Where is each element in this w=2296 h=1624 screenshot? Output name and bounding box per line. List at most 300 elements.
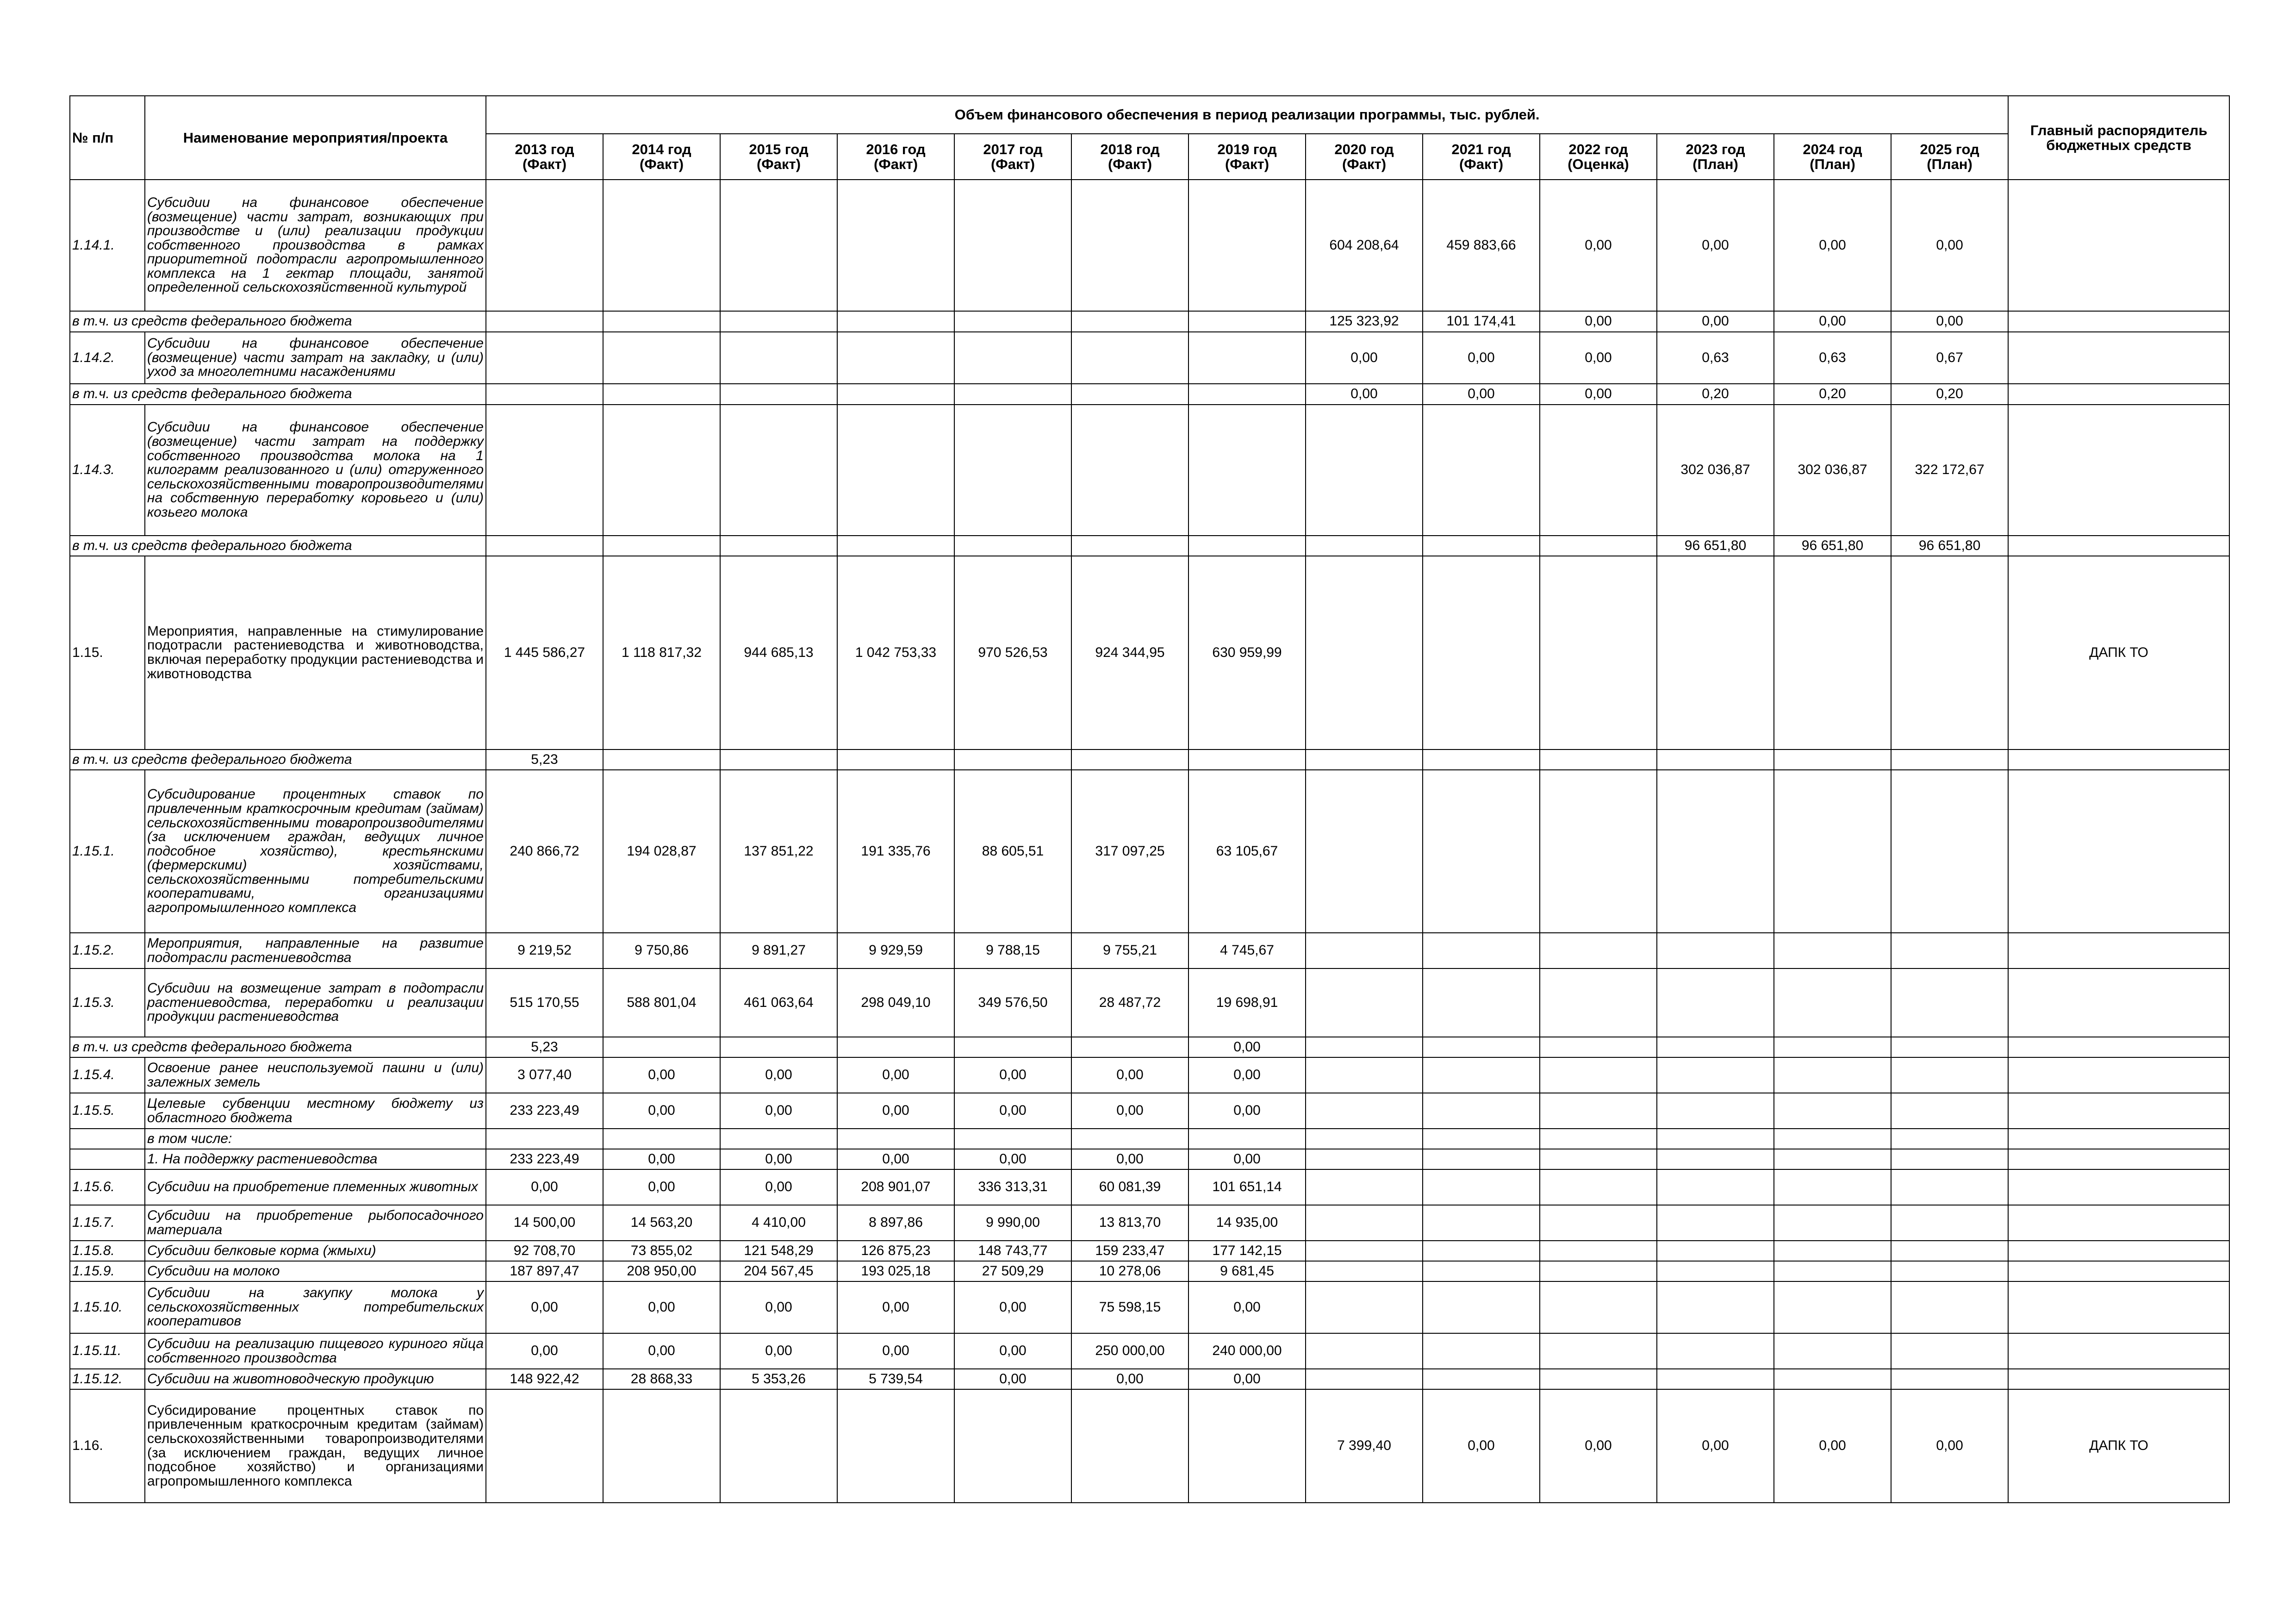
header-year-kind: (Факт) xyxy=(639,156,684,172)
value-cell xyxy=(837,536,954,556)
value-cell: 250 000,00 xyxy=(1071,1333,1188,1369)
header-manager: Главный распорядитель бюджетных средств xyxy=(2008,96,2229,180)
value-cell xyxy=(1657,1129,1774,1149)
table-row xyxy=(70,968,2229,1037)
value-cell xyxy=(1774,1057,1891,1093)
federal-budget-row xyxy=(70,1037,2229,1057)
value-cell xyxy=(954,536,1071,556)
value-cell: 0,63 xyxy=(1657,332,1774,384)
header-no: № п/п xyxy=(70,96,145,180)
value-cell: 194 028,87 xyxy=(603,770,720,933)
value-cell: 944 685,13 xyxy=(720,556,837,750)
value-cell xyxy=(1657,968,1774,1037)
value-cell: 0,00 xyxy=(720,1057,837,1093)
value-cell xyxy=(1540,1241,1657,1261)
program-financing-sheet xyxy=(69,95,2229,1503)
value-cell xyxy=(1540,1369,1657,1389)
value-cell xyxy=(1423,1169,1540,1205)
row-name: Субсидирование процентных ставок по привлеченным краткосрочным кредитам (займам) сельскохозяйственными товаропроизводителями (за исключением граждан, ведущих личное подсобное хозяйство), крестьянскими (фермерскими) хозяйствами, сельскохозяйственными потребительскими кооперативами, организациями агропромышленного комплекса xyxy=(145,770,486,933)
row-name: Мероприятия, направленные на развитие подотрасли растениеводства xyxy=(145,933,486,968)
value-cell: 14 563,20 xyxy=(603,1205,720,1241)
value-cell xyxy=(1774,556,1891,750)
table-row xyxy=(70,1389,2229,1503)
value-cell xyxy=(837,311,954,332)
value-cell: 349 576,50 xyxy=(954,968,1071,1037)
value-cell: 101 651,14 xyxy=(1188,1169,1306,1205)
value-cell: 9 755,21 xyxy=(1071,933,1188,968)
value-cell xyxy=(1891,1037,2008,1057)
value-cell xyxy=(486,384,603,405)
value-cell: 92 708,70 xyxy=(486,1241,603,1261)
value-cell: 0,00 xyxy=(1657,311,1774,332)
value-cell xyxy=(1423,770,1540,933)
value-cell: 13 813,70 xyxy=(1071,1205,1188,1241)
row-manager xyxy=(2008,405,2229,536)
value-cell: 336 313,31 xyxy=(954,1169,1071,1205)
header-year xyxy=(1306,134,1423,180)
federal-budget-label: в т.ч. из средств федерального бюджета xyxy=(70,384,145,405)
header-year-kind: (Факт) xyxy=(1225,156,1269,172)
table-row xyxy=(70,1149,2229,1169)
value-cell xyxy=(1306,1261,1423,1281)
value-cell xyxy=(1774,1037,1891,1057)
value-cell: 0,00 xyxy=(837,1333,954,1369)
value-cell xyxy=(1891,1369,2008,1389)
value-cell xyxy=(720,536,837,556)
value-cell xyxy=(837,1037,954,1057)
value-cell: 233 223,49 xyxy=(486,1093,603,1129)
value-cell xyxy=(1540,750,1657,770)
row-manager xyxy=(2008,1129,2229,1149)
value-cell xyxy=(603,332,720,384)
row-manager xyxy=(2008,332,2229,384)
value-cell xyxy=(1657,1241,1774,1261)
value-cell xyxy=(1657,1261,1774,1281)
value-cell xyxy=(1423,1129,1540,1149)
value-cell xyxy=(837,405,954,536)
header-year-label: 2017 год xyxy=(983,141,1043,157)
value-cell xyxy=(1657,1369,1774,1389)
value-cell xyxy=(1657,1149,1774,1169)
value-cell xyxy=(1071,180,1188,311)
value-cell xyxy=(1306,1093,1423,1129)
row-code: 1.15. xyxy=(70,556,145,750)
value-cell xyxy=(1071,1389,1188,1503)
row-code: 1.14.3. xyxy=(70,405,145,536)
value-cell xyxy=(1306,1281,1423,1333)
value-cell: 0,63 xyxy=(1774,332,1891,384)
value-cell xyxy=(954,405,1071,536)
value-cell xyxy=(1774,1241,1891,1261)
value-cell: 0,00 xyxy=(1423,332,1540,384)
value-cell: 125 323,92 xyxy=(1306,311,1423,332)
value-cell: 0,00 xyxy=(1423,384,1540,405)
value-cell xyxy=(1071,332,1188,384)
value-cell xyxy=(486,1389,603,1503)
row-name: Субсидии белковые корма (жмыхи) xyxy=(145,1241,486,1261)
value-cell xyxy=(837,384,954,405)
value-cell xyxy=(1891,1333,2008,1369)
value-cell xyxy=(1540,968,1657,1037)
row-manager xyxy=(2008,1333,2229,1369)
row-manager xyxy=(2008,536,2229,556)
value-cell xyxy=(1774,750,1891,770)
value-cell: 5 739,54 xyxy=(837,1369,954,1389)
value-cell xyxy=(1540,1281,1657,1333)
value-cell: 322 172,67 xyxy=(1891,405,2008,536)
header-year-kind: (План) xyxy=(1927,156,1972,172)
value-cell: 630 959,99 xyxy=(1188,556,1306,750)
value-cell: 0,00 xyxy=(837,1281,954,1333)
row-name: 1. На поддержку растениеводства xyxy=(145,1149,486,1169)
header-year xyxy=(1774,134,1891,180)
header-year-label: 2025 год xyxy=(1920,141,1979,157)
value-cell xyxy=(1891,1205,2008,1241)
value-cell xyxy=(1891,1241,2008,1261)
value-cell: 0,00 xyxy=(1071,1369,1188,1389)
row-manager xyxy=(2008,1169,2229,1205)
header-year xyxy=(1423,134,1540,180)
value-cell xyxy=(1891,1261,2008,1281)
value-cell: 28 868,33 xyxy=(603,1369,720,1389)
value-cell: 0,00 xyxy=(1540,384,1657,405)
row-code: 1.14.1. xyxy=(70,180,145,311)
value-cell: 0,00 xyxy=(1071,1093,1188,1129)
value-cell: 7 399,40 xyxy=(1306,1389,1423,1503)
header-year-kind: (Факт) xyxy=(873,156,918,172)
value-cell: 19 698,91 xyxy=(1188,968,1306,1037)
table-row xyxy=(70,1261,2229,1281)
value-cell xyxy=(1423,1261,1540,1281)
value-cell xyxy=(1657,933,1774,968)
value-cell xyxy=(1540,1057,1657,1093)
value-cell xyxy=(1423,968,1540,1037)
value-cell: 0,00 xyxy=(1540,311,1657,332)
value-cell xyxy=(720,1037,837,1057)
row-manager xyxy=(2008,1205,2229,1241)
value-cell: 3 077,40 xyxy=(486,1057,603,1093)
value-cell: 0,00 xyxy=(1188,1369,1306,1389)
table-header xyxy=(70,96,2229,180)
value-cell xyxy=(1540,536,1657,556)
row-manager xyxy=(2008,1057,2229,1093)
value-cell xyxy=(1774,1281,1891,1333)
row-code: 1.15.9. xyxy=(70,1261,145,1281)
row-code: 1.15.3. xyxy=(70,968,145,1037)
row-code: 1.15.2. xyxy=(70,933,145,968)
value-cell: 240 000,00 xyxy=(1188,1333,1306,1369)
value-cell xyxy=(1891,1281,2008,1333)
value-cell: 60 081,39 xyxy=(1071,1169,1188,1205)
value-cell: 240 866,72 xyxy=(486,770,603,933)
value-cell xyxy=(1774,1261,1891,1281)
header-year-kind: (Оценка) xyxy=(1568,156,1629,172)
row-manager xyxy=(2008,384,2229,405)
value-cell: 0,00 xyxy=(486,1169,603,1205)
row-code: 1.15.6. xyxy=(70,1169,145,1205)
header-year xyxy=(603,134,720,180)
row-name: Субсидии на приобретение племенных животных xyxy=(145,1169,486,1205)
federal-budget-row xyxy=(70,750,2229,770)
value-cell xyxy=(837,332,954,384)
value-cell xyxy=(1071,384,1188,405)
value-cell xyxy=(1423,405,1540,536)
value-cell xyxy=(1540,1333,1657,1369)
value-cell: 9 891,27 xyxy=(720,933,837,968)
value-cell xyxy=(1071,1037,1188,1057)
table-row xyxy=(70,1093,2229,1129)
row-name: Субсидии на молоко xyxy=(145,1261,486,1281)
value-cell: 0,00 xyxy=(1540,180,1657,311)
value-cell xyxy=(1540,405,1657,536)
value-cell xyxy=(603,180,720,311)
value-cell: 0,00 xyxy=(1071,1149,1188,1169)
value-cell xyxy=(1891,968,2008,1037)
value-cell: 148 922,42 xyxy=(486,1369,603,1389)
value-cell: 0,00 xyxy=(1540,1389,1657,1503)
value-cell xyxy=(1774,1169,1891,1205)
table-row xyxy=(70,1369,2229,1389)
value-cell xyxy=(486,405,603,536)
row-code: 1.15.12. xyxy=(70,1369,145,1389)
value-cell xyxy=(1423,1037,1540,1057)
value-cell xyxy=(1188,1129,1306,1149)
value-cell xyxy=(720,332,837,384)
value-cell xyxy=(1423,1205,1540,1241)
value-cell xyxy=(1423,1281,1540,1333)
header-year xyxy=(720,134,837,180)
value-cell: 0,00 xyxy=(1891,180,2008,311)
header-year-label: 2019 год xyxy=(1217,141,1277,157)
value-cell: 0,00 xyxy=(603,1281,720,1333)
value-cell xyxy=(1188,332,1306,384)
value-cell: 9 990,00 xyxy=(954,1205,1071,1241)
value-cell xyxy=(1774,968,1891,1037)
header-year xyxy=(1657,134,1774,180)
value-cell xyxy=(1540,1093,1657,1129)
value-cell xyxy=(1188,311,1306,332)
value-cell xyxy=(1657,1037,1774,1057)
value-cell xyxy=(837,1129,954,1149)
value-cell xyxy=(1891,1129,2008,1149)
federal-budget-row xyxy=(70,311,2229,332)
row-name: Субсидии на финансовое обеспечение (возмещение) части затрат на поддержку собственного производства молока на 1 килограмм реализованного и (или) отгруженного сельскохозяйственными товаропроизводителями на собственную переработку коровьего и (или) козьего молока xyxy=(145,405,486,536)
table-row xyxy=(70,1205,2229,1241)
value-cell: 0,00 xyxy=(1188,1149,1306,1169)
value-cell xyxy=(603,1389,720,1503)
value-cell xyxy=(1188,1389,1306,1503)
table-row xyxy=(70,1241,2229,1261)
table-row xyxy=(70,405,2229,536)
value-cell: 0,00 xyxy=(1774,311,1891,332)
header-year-kind: (Факт) xyxy=(990,156,1035,172)
value-cell: 96 651,80 xyxy=(1891,536,2008,556)
row-code: 1.15.7. xyxy=(70,1205,145,1241)
value-cell: 970 526,53 xyxy=(954,556,1071,750)
row-manager xyxy=(2008,1149,2229,1169)
row-manager xyxy=(2008,1369,2229,1389)
row-manager xyxy=(2008,1281,2229,1333)
header-year xyxy=(954,134,1071,180)
value-cell: 5,23 xyxy=(486,750,603,770)
value-cell xyxy=(1306,1037,1423,1057)
value-cell xyxy=(486,1129,603,1149)
value-cell xyxy=(720,180,837,311)
table-row xyxy=(70,332,2229,384)
row-manager: ДАПК ТО xyxy=(2008,1389,2229,1503)
value-cell xyxy=(720,384,837,405)
value-cell xyxy=(1540,933,1657,968)
value-cell xyxy=(720,1129,837,1149)
value-cell: 0,00 xyxy=(1306,384,1423,405)
value-cell: 88 605,51 xyxy=(954,770,1071,933)
value-cell xyxy=(954,1389,1071,1503)
header-year-label: 2015 год xyxy=(749,141,809,157)
value-cell xyxy=(1657,1205,1774,1241)
header-year-label: 2024 год xyxy=(1803,141,1862,157)
value-cell xyxy=(1540,1169,1657,1205)
value-cell xyxy=(1306,405,1423,536)
value-cell: 0,00 xyxy=(837,1057,954,1093)
row-name: Субсидии на возмещение затрат в подотрасли растениеводства, переработки и реализации продукции растениеводства xyxy=(145,968,486,1037)
value-cell: 137 851,22 xyxy=(720,770,837,933)
value-cell xyxy=(1306,1241,1423,1261)
value-cell xyxy=(837,1389,954,1503)
value-cell: 1 042 753,33 xyxy=(837,556,954,750)
value-cell: 1 445 586,27 xyxy=(486,556,603,750)
value-cell xyxy=(837,180,954,311)
value-cell: 924 344,95 xyxy=(1071,556,1188,750)
header-year-label: 2013 год xyxy=(515,141,574,157)
value-cell xyxy=(1540,1205,1657,1241)
value-cell xyxy=(1891,770,2008,933)
value-cell xyxy=(1774,1333,1891,1369)
value-cell xyxy=(1423,1241,1540,1261)
value-cell: 0,00 xyxy=(1891,311,2008,332)
value-cell: 0,20 xyxy=(1891,384,2008,405)
row-manager xyxy=(2008,1037,2229,1057)
value-cell xyxy=(1657,1093,1774,1129)
value-cell: 0,00 xyxy=(1071,1057,1188,1093)
value-cell: 14 500,00 xyxy=(486,1205,603,1241)
value-cell: 96 651,80 xyxy=(1774,536,1891,556)
value-cell xyxy=(1891,750,2008,770)
value-cell xyxy=(603,405,720,536)
value-cell: 0,00 xyxy=(1891,1389,2008,1503)
value-cell xyxy=(720,405,837,536)
federal-budget-label: в т.ч. из средств федерального бюджета xyxy=(70,1037,145,1057)
row-manager: ДАПК ТО xyxy=(2008,556,2229,750)
value-cell xyxy=(1423,1093,1540,1129)
value-cell: 0,00 xyxy=(1540,332,1657,384)
header-year xyxy=(1071,134,1188,180)
value-cell xyxy=(1306,556,1423,750)
value-cell: 4 410,00 xyxy=(720,1205,837,1241)
row-code: 1.14.2. xyxy=(70,332,145,384)
value-cell xyxy=(486,311,603,332)
table-row xyxy=(70,1169,2229,1205)
value-cell xyxy=(603,536,720,556)
value-cell xyxy=(837,750,954,770)
value-cell xyxy=(1774,1369,1891,1389)
value-cell: 317 097,25 xyxy=(1071,770,1188,933)
value-cell xyxy=(1306,1205,1423,1241)
value-cell: 459 883,66 xyxy=(1423,180,1540,311)
header-year-kind: (План) xyxy=(1692,156,1738,172)
header-year-label: 2022 год xyxy=(1568,141,1628,157)
value-cell xyxy=(954,332,1071,384)
value-cell: 233 223,49 xyxy=(486,1149,603,1169)
value-cell xyxy=(954,384,1071,405)
value-cell: 204 567,45 xyxy=(720,1261,837,1281)
value-cell xyxy=(603,750,720,770)
header-year-kind: (Факт) xyxy=(1108,156,1152,172)
value-cell xyxy=(1306,1369,1423,1389)
value-cell xyxy=(1774,1149,1891,1169)
value-cell: 5,23 xyxy=(486,1037,603,1057)
table-row xyxy=(70,1057,2229,1093)
value-cell xyxy=(1657,556,1774,750)
value-cell xyxy=(603,311,720,332)
row-code xyxy=(70,1149,145,1169)
value-cell: 0,00 xyxy=(603,1333,720,1369)
row-code: 1.15.8. xyxy=(70,1241,145,1261)
row-name: Целевые субвенции местному бюджету из областного бюджета xyxy=(145,1093,486,1129)
value-cell xyxy=(1306,1129,1423,1149)
value-cell xyxy=(1071,750,1188,770)
value-cell: 0,00 xyxy=(1774,1389,1891,1503)
value-cell xyxy=(1071,311,1188,332)
header-year-label: 2021 год xyxy=(1451,141,1511,157)
value-cell xyxy=(1188,180,1306,311)
value-cell: 9 929,59 xyxy=(837,933,954,968)
row-manager xyxy=(2008,1241,2229,1261)
value-cell xyxy=(1306,1057,1423,1093)
value-cell: 0,00 xyxy=(1657,1389,1774,1503)
value-cell: 101 174,41 xyxy=(1423,311,1540,332)
value-cell: 159 233,47 xyxy=(1071,1241,1188,1261)
value-cell xyxy=(1540,1129,1657,1149)
value-cell xyxy=(1774,770,1891,933)
value-cell: 4 745,67 xyxy=(1188,933,1306,968)
value-cell xyxy=(1891,1169,2008,1205)
value-cell: 75 598,15 xyxy=(1071,1281,1188,1333)
value-cell xyxy=(486,536,603,556)
header-name: Наименование мероприятия/проекта xyxy=(145,96,486,180)
value-cell: 27 509,29 xyxy=(954,1261,1071,1281)
header-year-kind: (Факт) xyxy=(756,156,801,172)
header-year-kind: (Факт) xyxy=(1342,156,1387,172)
value-cell: 191 335,76 xyxy=(837,770,954,933)
value-cell: 0,00 xyxy=(720,1169,837,1205)
header-year-kind: (Факт) xyxy=(1459,156,1504,172)
row-manager xyxy=(2008,1093,2229,1129)
row-code: 1.15.4. xyxy=(70,1057,145,1093)
value-cell xyxy=(603,384,720,405)
header-year xyxy=(1188,134,1306,180)
value-cell: 0,20 xyxy=(1774,384,1891,405)
value-cell: 10 278,06 xyxy=(1071,1261,1188,1281)
row-manager xyxy=(2008,750,2229,770)
header-year-label: 2020 год xyxy=(1334,141,1394,157)
row-name: Субсидии на финансовое обеспечение (возмещение) части затрат на закладку, и (или) уход за многолетними насаждениями xyxy=(145,332,486,384)
row-manager xyxy=(2008,180,2229,311)
row-name: Освоение ранее неиспользуемой пашни и (или) залежных земель xyxy=(145,1057,486,1093)
value-cell: 0,00 xyxy=(954,1333,1071,1369)
value-cell: 0,00 xyxy=(954,1093,1071,1129)
value-cell xyxy=(603,1037,720,1057)
value-cell: 8 897,86 xyxy=(837,1205,954,1241)
